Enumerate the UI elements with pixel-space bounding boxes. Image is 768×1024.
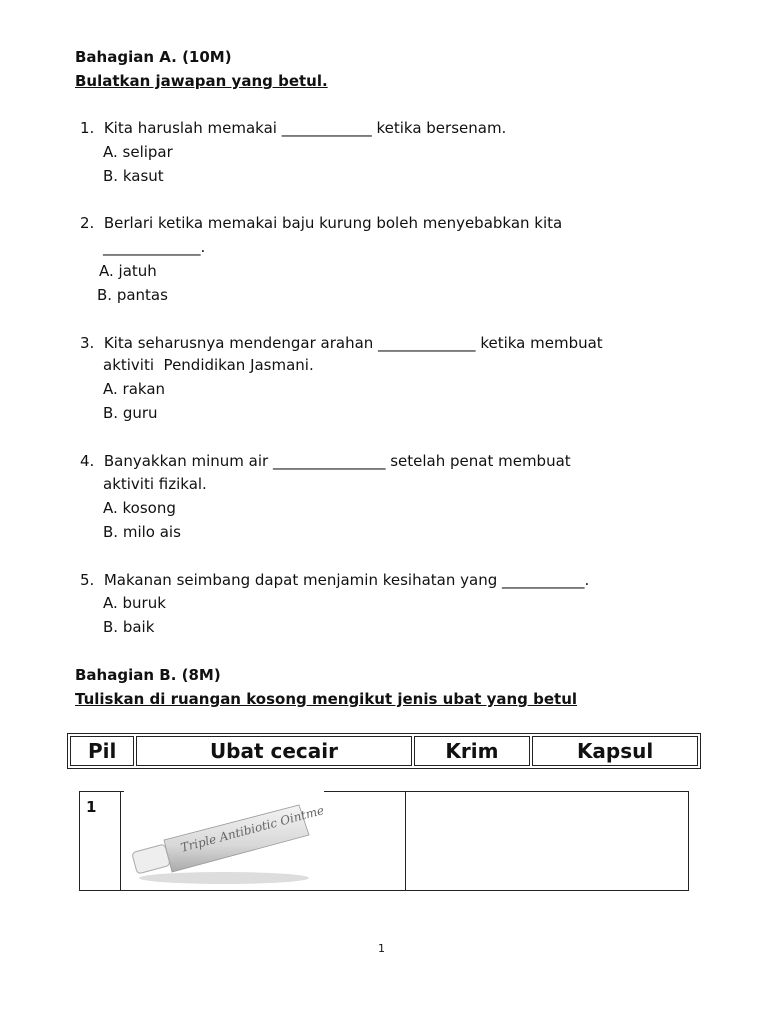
item-number: 1 xyxy=(80,792,121,890)
q3-option-b[interactable]: B. guru xyxy=(103,404,158,422)
q5-option-b[interactable]: B. baik xyxy=(103,618,155,636)
option-ubat-cecair: Ubat cecair xyxy=(136,736,411,766)
q5-option-a[interactable]: A. buruk xyxy=(103,594,166,612)
page-number: 1 xyxy=(378,942,385,955)
q2-option-b[interactable]: B. pantas xyxy=(97,286,168,304)
option-pil: Pil xyxy=(70,736,134,766)
question-2: 2. Berlari ketika memakai baju kurung boleh menyebabkan kita xyxy=(80,214,563,232)
option-krim: Krim xyxy=(414,736,531,766)
section-a-instruction: Bulatkan jawapan yang betul. xyxy=(75,72,328,90)
ointment-tube-image xyxy=(124,790,324,890)
question-1: 1. Kita haruslah memakai ____________ ketika bersenam. xyxy=(80,119,507,137)
medicine-options-table xyxy=(67,733,701,769)
q1-option-b[interactable]: B. kasut xyxy=(103,167,164,185)
option-kapsul: Kapsul xyxy=(532,736,698,766)
section-b-instruction: Tuliskan di ruangan kosong mengikut jenis ubat yang betul xyxy=(75,690,578,708)
question-2-line-2: _____________. xyxy=(103,238,206,256)
question-3: 3. Kita seharusnya mendengar arahan _____________ ketika membuat xyxy=(80,334,603,352)
q4-option-b[interactable]: B. milo ais xyxy=(103,523,181,541)
q2-option-a[interactable]: A. jatuh xyxy=(99,262,157,280)
question-4-line-2: aktiviti fizikal. xyxy=(103,475,207,493)
question-3-line-2: aktiviti Pendidikan Jasmani. xyxy=(103,356,314,374)
section-a-title: Bahagian A. (10M) xyxy=(75,48,232,66)
image-label: Triple Antibiotic Ointment xyxy=(179,799,324,855)
answer-cell[interactable] xyxy=(405,792,688,890)
q1-option-a[interactable]: A. selipar xyxy=(103,143,173,161)
section-b-title: Bahagian B. (8M) xyxy=(75,666,221,684)
question-4: 4. Banyakkan minum air _______________ setelah penat membuat xyxy=(80,452,571,470)
question-5: 5. Makanan seimbang dapat menjamin kesihatan yang ___________. xyxy=(80,571,590,589)
answer-row xyxy=(79,791,689,891)
q3-option-a[interactable]: A. rakan xyxy=(103,380,166,398)
q4-option-a[interactable]: A. kosong xyxy=(103,499,176,517)
